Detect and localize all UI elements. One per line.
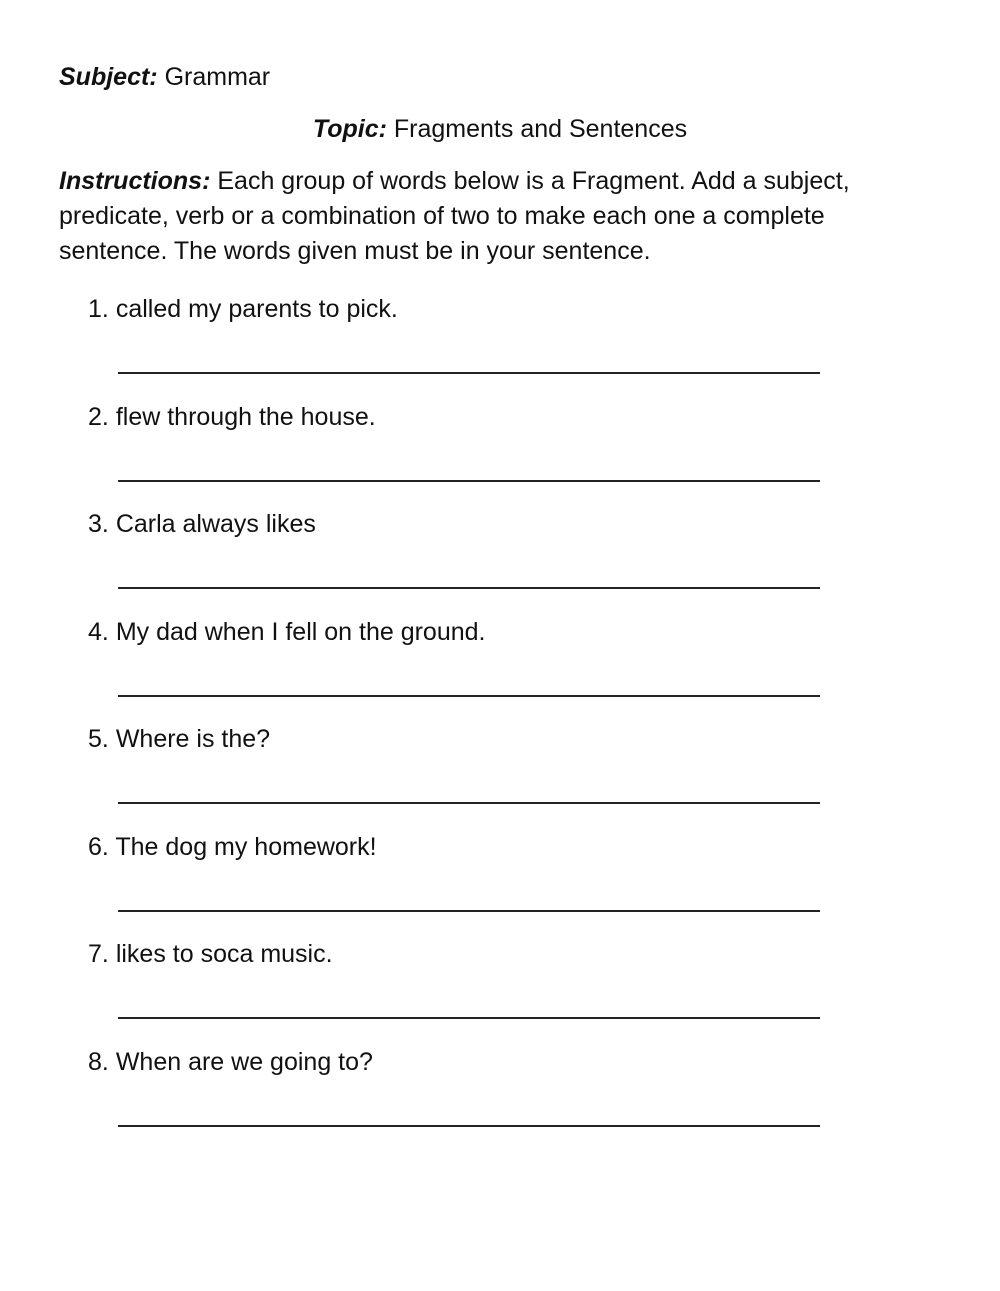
item-number: 8. bbox=[88, 1047, 109, 1076]
topic-label: Topic: bbox=[312, 115, 387, 143]
item-fragment: The dog my homework! bbox=[115, 832, 377, 861]
fragment-text bbox=[88, 507, 316, 542]
answer-line[interactable] bbox=[118, 480, 820, 482]
item-fragment: flew through the house. bbox=[115, 402, 376, 431]
answer-line[interactable] bbox=[118, 372, 820, 374]
instructions-text: Each group of words below is a Fragment. Add a subject, predicate, verb or a combination of two to make each one a complete sentence. The words given must be in your sentence. bbox=[59, 167, 850, 265]
item-fragment: My dad when I fell on the ground. bbox=[115, 617, 486, 646]
instructions bbox=[59, 164, 919, 269]
subject-value: Grammar bbox=[164, 63, 271, 91]
item-number: 1. bbox=[88, 295, 109, 323]
item-fragment: When are we going to? bbox=[115, 1047, 373, 1076]
instructions-label: Instructions: bbox=[59, 167, 211, 195]
answer-line[interactable] bbox=[118, 802, 820, 804]
answer-line[interactable] bbox=[118, 1125, 820, 1127]
topic-value: Fragments and Sentences bbox=[393, 115, 688, 143]
item-number: 5. bbox=[88, 725, 109, 753]
fragment-text bbox=[88, 615, 486, 650]
list-item bbox=[0, 615, 1000, 723]
list-item bbox=[0, 937, 1000, 1045]
list-item bbox=[0, 1045, 1000, 1153]
answer-line[interactable] bbox=[118, 1017, 820, 1019]
item-number: 6. bbox=[88, 832, 109, 861]
item-number: 7. bbox=[88, 940, 109, 968]
list-item bbox=[0, 292, 1000, 400]
fragment-text bbox=[88, 400, 376, 435]
answer-line[interactable] bbox=[118, 910, 820, 912]
item-number: 3. bbox=[88, 510, 109, 538]
fragment-list bbox=[0, 292, 1000, 1152]
answer-line[interactable] bbox=[118, 695, 820, 697]
fragment-text bbox=[88, 830, 377, 865]
topic-line bbox=[0, 112, 1000, 147]
item-fragment: Where is the? bbox=[115, 725, 271, 753]
list-item bbox=[0, 507, 1000, 615]
fragment-text bbox=[88, 722, 270, 757]
answer-line[interactable] bbox=[118, 587, 820, 589]
list-item bbox=[0, 722, 1000, 830]
subject-line bbox=[59, 60, 270, 95]
item-number: 2. bbox=[88, 402, 109, 431]
item-number: 4. bbox=[88, 617, 109, 646]
item-fragment: called my parents to pick. bbox=[115, 295, 398, 323]
subject-label: Subject: bbox=[59, 63, 158, 91]
fragment-text bbox=[88, 937, 333, 972]
item-fragment: Carla always likes bbox=[115, 510, 316, 538]
fragment-text bbox=[88, 1045, 373, 1080]
item-fragment: likes to soca music. bbox=[115, 940, 333, 968]
fragment-text bbox=[88, 292, 398, 327]
list-item bbox=[0, 400, 1000, 508]
list-item bbox=[0, 830, 1000, 938]
